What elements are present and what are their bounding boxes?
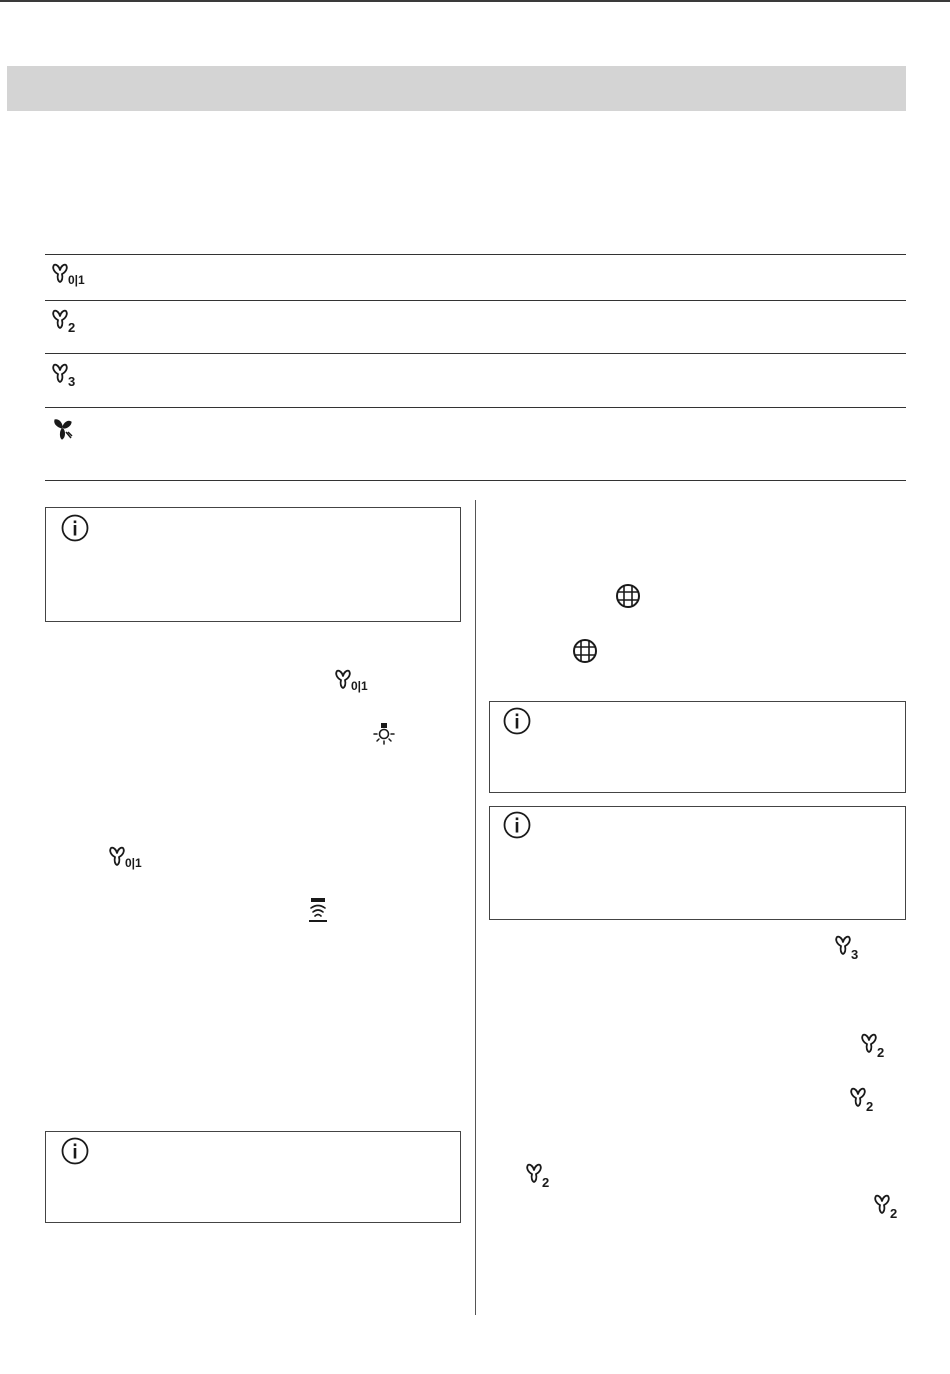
fan-speed-label: 2 xyxy=(890,1206,898,1221)
hob2hood-icon xyxy=(307,897,331,925)
table-row xyxy=(50,262,92,290)
table-row xyxy=(50,362,86,390)
fan-icon xyxy=(848,1086,884,1116)
info-icon xyxy=(502,810,532,840)
info-note-box xyxy=(45,1131,461,1223)
fan-icon xyxy=(50,262,92,290)
fan-speed-label: 3 xyxy=(68,374,76,389)
fan-icon xyxy=(50,362,86,390)
info-icon xyxy=(502,706,532,736)
fan-speed-label: 2 xyxy=(866,1099,874,1114)
fan-icon xyxy=(872,1193,908,1223)
fan-icon xyxy=(50,308,86,336)
fan-icon xyxy=(859,1032,895,1062)
fan-speed-label: 2 xyxy=(877,1045,885,1060)
fan-speed-label: 3 xyxy=(851,947,859,962)
info-note-box xyxy=(489,701,906,793)
light-bulb-icon xyxy=(370,722,398,750)
fan-icon xyxy=(524,1162,560,1192)
info-icon xyxy=(60,513,90,543)
table-rule-bottom xyxy=(45,480,906,481)
table-row xyxy=(50,416,80,446)
fan-speed-label: 0|1 xyxy=(68,273,85,287)
section-header-bar xyxy=(7,66,906,111)
info-note-box xyxy=(489,806,906,920)
fan-speed-label: 0|1 xyxy=(125,856,142,870)
top-rule xyxy=(0,0,950,2)
fan-speed-label: 0|1 xyxy=(351,679,368,693)
fan-speed-label: 2 xyxy=(68,320,76,335)
table-rule xyxy=(45,407,906,408)
grease-filter-icon xyxy=(614,582,642,610)
fan-speed-label: 2 xyxy=(542,1175,550,1190)
table-row xyxy=(50,308,86,336)
column-divider xyxy=(475,500,476,1315)
fan-icon xyxy=(107,845,151,873)
grease-filter-icon xyxy=(571,637,599,665)
info-icon xyxy=(60,1136,90,1166)
info-note-box xyxy=(45,507,461,622)
fan-icon xyxy=(333,668,377,696)
table-rule xyxy=(45,300,906,301)
table-rule xyxy=(45,353,906,354)
table-rule-top xyxy=(45,254,906,255)
breeze-fan-icon xyxy=(50,416,80,446)
fan-icon xyxy=(833,934,869,964)
